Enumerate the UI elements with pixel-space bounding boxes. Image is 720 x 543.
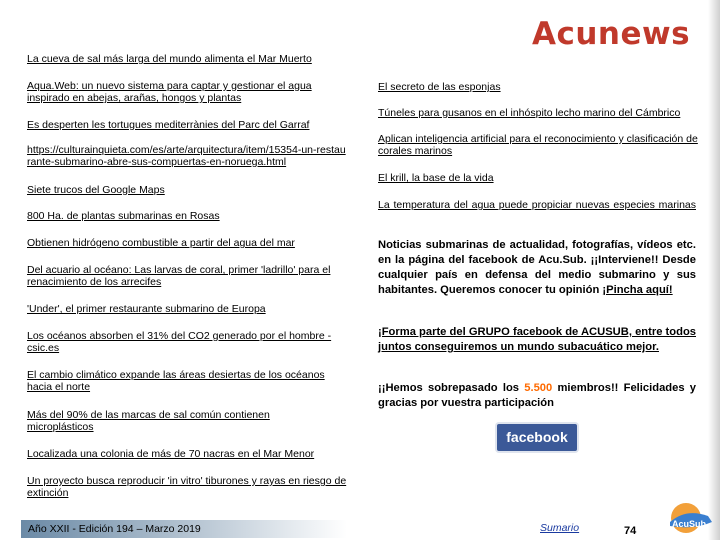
facebook-notice — [378, 238, 696, 298]
news-link[interactable]: El secreto de las esponjas — [378, 81, 501, 93]
facebook-button[interactable]: facebook — [497, 424, 577, 451]
brand-title: Acunews — [532, 16, 691, 52]
acusub-logo — [664, 500, 714, 538]
news-link[interactable]: Aplican inteligencia artificial para el reconocimiento y clasificación de corales marinos — [378, 133, 698, 157]
news-link[interactable]: 'Under', el primer restaurante submarino de Europa — [27, 303, 266, 315]
news-link[interactable]: Localizada una colonia de más de 70 nacras en el Mar Menor — [27, 448, 315, 460]
news-link[interactable]: Los océanos absorben el 31% del CO2 generado por el hombre - csic.es — [27, 330, 332, 354]
news-link[interactable]: Del acuario al océano: Las larvas de coral, primer 'ladrillo' para el renacimiento de los arrecifes — [27, 264, 331, 288]
members-message — [378, 381, 696, 411]
news-link[interactable]: Aqua.Web: un nuevo sistema para captar y gestionar el agua inspirado en abejas, arañas, hongos y plantas — [27, 80, 312, 104]
sumario-link[interactable]: Sumario — [540, 522, 580, 534]
news-link[interactable]: 800 Ha. de plantas submarinas en Rosas — [27, 210, 220, 222]
members-count: 5.500 — [524, 382, 553, 394]
members-suffix: miembros!! Felicidades y gracias por vuestra participación — [378, 382, 697, 409]
news-link[interactable]: Más del 90% de las marcas de sal común contienen microplásticos — [27, 409, 270, 433]
page-number: 74 — [624, 525, 637, 537]
members-prefix: ¡¡Hemos sobrepasado los — [378, 382, 520, 394]
group-invite[interactable] — [378, 325, 696, 355]
news-link[interactable]: Es desperten les tortugues mediterrànies del Parc del Garraf — [27, 119, 310, 131]
news-link[interactable]: Siete trucos del Google Maps — [27, 184, 165, 196]
group-invite-text: ¡Forma parte del GRUPO facebook de ACUSUB, entre todos juntos conseguiremos un mundo subacuático mejor. — [378, 326, 696, 353]
edition-label: Año XXII - Edición 194 – Marzo 2019 — [28, 523, 201, 535]
news-link[interactable]: La cueva de sal más larga del mundo alimenta el Mar Muerto — [27, 53, 312, 65]
page-edge-shadow — [708, 0, 720, 540]
news-link[interactable]: https://culturainquieta.com/es/arte/arquitectura/item/15354-un-restaurante-submarino-abre-sus-compuertas-en-noruega.html — [27, 144, 346, 168]
news-link[interactable]: Túneles para gusanos en el inhóspito lecho marino del Cámbrico — [378, 107, 681, 119]
logo-text: AcuSub — [671, 519, 707, 529]
news-link[interactable]: Un proyecto busca reproducir 'in vitro' tiburones y rayas en riesgo de extinción — [27, 475, 347, 499]
news-link[interactable]: La temperatura del agua puede propiciar nuevas especies marinas — [378, 199, 696, 211]
pincha-aqui-link[interactable]: ¡Pincha aquí! — [602, 284, 673, 296]
notice-text: Noticias submarinas de actualidad, fotografías, vídeos etc. en la página del facebook de Acu.Sub. ¡¡Interviene!! Desde cualquier país en defensa del medio submarino y sus habitantes. Queremos conocer tu opinión — [378, 239, 696, 296]
news-link[interactable]: El krill, la base de la vida — [378, 172, 494, 184]
news-link[interactable]: Obtienen hidrógeno combustible a partir del agua del mar — [27, 237, 295, 249]
news-link[interactable]: El cambio climático expande las áreas desiertas de los océanos hacia el norte — [27, 369, 325, 393]
